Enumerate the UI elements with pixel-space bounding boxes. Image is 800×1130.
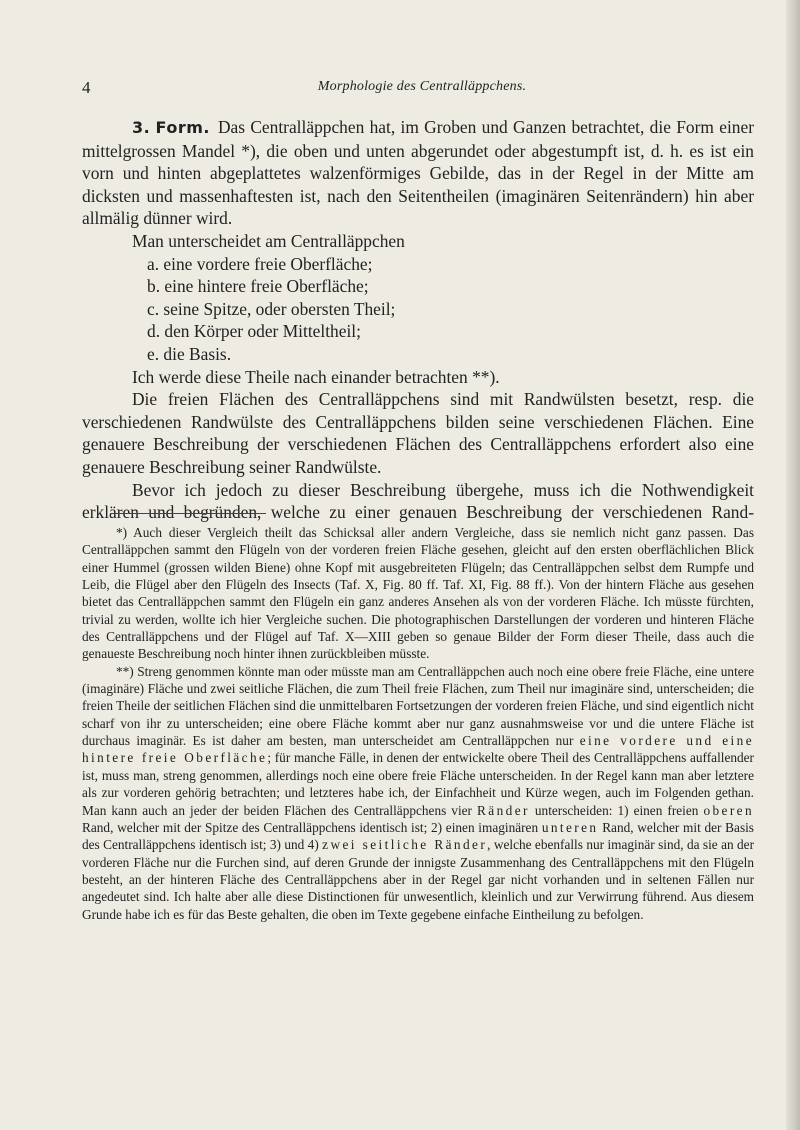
- paragraph-form-text: Das Centralläppchen hat, im Groben und Ganzen betrachtet, die Form einer mittelgrossen Mandel *), die oben und unten abgerundet oder abgestumpft ist, d. h. es ist ein vorn und hinten abgeplattetes walzenförmiges Gebilde, das in der Regel in der Mitte am dicksten und massenhaftesten ist, nach den Seitentheilen (imaginären Seitenrändern) hin aber allmälig dünner wird.: [82, 117, 754, 229]
- page-edge-shadow: [786, 0, 800, 1130]
- footnote-2-text: Rand, welcher mit der Spitze des Centralläppchens identisch ist; 2) einen imaginären: [82, 819, 539, 835]
- paragraph-consider: Ich werde diese Theile nach einander betrachten **).: [132, 366, 500, 387]
- list-item: a. eine vordere freie Oberfläche;: [147, 253, 373, 274]
- main-text: [82, 116, 754, 524]
- footnote-1: *) Auch dieser Vergleich theilt das Schicksal aller andern Vergleiche, dass sie nemlich nicht ganz passen. Das Centralläppchen sammt den Flügeln von der vorderen freien Fläche gesehen, gleicht auf den ersten oberflächlichen Blick einer Hummel (grossen wilden Biene) ohne Kopf mit ausgebreiteten Flügeln; das Centralläppchen selbst dem Rumpfe und Leib, die Flügel aber den Flügeln des Insects (Taf. X, Fig. 80 ff. Taf. XI, Fig. 88 ff.). Von der hintern Fläche aus gesehen bietet das Centralläppchen sammt den Flügeln ein ganz anderes Ansehen als von der vorderen Fläche. Ich müsste fürchten, trivial zu werden, wollte ich hier Vergleiche suchen. Die photographischen Darstellungen der vorderen und hinteren Fläche des Centralläppchens und der Flügel auf Taf. X—XIII geben so genaue Bilder der Form dieser Theile, dass auch die genaueste Beschreibung noch hinter ihnen zurückbleiben müsste.: [82, 525, 754, 662]
- paragraph-before: Bevor ich jedoch zu dieser Beschreibung übergehe, muss ich die Nothwendigkeit erklären und begründen, welche zu einer genauen Beschreibung der verschiedenen Rand-: [82, 479, 754, 523]
- footnote-2-text: Rand, welcher mit der Basis des Centralläppchens identisch ist; 3) und 4): [82, 819, 754, 853]
- spaced-emphasis: eine vordere und eine hintere freie Oberfläche: [82, 733, 754, 766]
- section-number: 3.: [132, 118, 151, 137]
- spaced-emphasis: oberen: [703, 802, 755, 818]
- spaced-emphasis: Ränder: [477, 802, 530, 818]
- list-item: b. eine hintere freie Oberfläche;: [147, 276, 369, 297]
- page-header: [82, 78, 722, 100]
- page-number: 4: [82, 78, 91, 97]
- list-item: d. den Körper oder Mitteltheil;: [147, 321, 361, 342]
- paragraph-intro: Man unterscheidet am Centralläppchen: [132, 230, 405, 251]
- parts-list: [82, 253, 754, 366]
- footnote-2: [82, 663, 754, 923]
- paragraph-surfaces: Die freien Flächen des Centralläppchens sind mit Randwülsten besetzt, resp. die verschiedenen Randwülste des Centralläppchens bilden seine verschiedenen Flächen. Eine genauere Beschreibung der verschiedenen Flächen des Centralläppchens erfordert also eine genauere Beschreibung seiner Randwülste.: [82, 389, 754, 477]
- list-item: e. die Basis.: [147, 343, 232, 364]
- footnote-2-text: , welche ebenfalls nur imaginär sind, da sie an der vorderen Fläche nur die Furchen sind, auf deren Grunde der innigste Zusammenhang des Centralläppchens mit den Flügeln besteht, an der hinteren Fläche des Centralläppchens aber in der Regel gar nicht vorhanden und in seltenen Fällen nur angedeutet sind. Ich halte aber alle diese Distinctionen für unwesentlich, kleinlich und zur Verwirrung führend. Aus diesem Grunde habe ich es für das Beste gehalten, die oben im Texte gegebene einfache Eintheilung zu befolgen.: [82, 837, 755, 922]
- spaced-emphasis: unteren: [541, 819, 599, 835]
- footnote-2-text: ; für manche Fälle, in denen der entwickelte obere Theil des Centralläppchens auffallender ist, muss man, streng genommen, allerdings noch eine obere freie Fläche unterscheiden. In der Regel kann man aber letztere als zur vorderen gehörig betrachten; und letzteres habe ich, der Einfachheit und Kürze wegen, auch im Folgenden gethan. Man kann auch an jeder der beiden Flächen des Centralläppchens vier: [82, 750, 754, 818]
- paragraph-form: [82, 116, 754, 230]
- running-title: Morphologie des Centralläppchens.: [317, 79, 527, 94]
- section-heading: Form.: [155, 118, 210, 137]
- spaced-emphasis: zwei seitliche Ränder: [322, 837, 488, 853]
- footnote-rule: [110, 513, 266, 514]
- footnote-2-text: unterscheiden: 1) einen freien: [534, 802, 699, 818]
- footnote-2-text: **) Streng genommen könnte man oder müsste man am Centralläppchen auch noch eine obere freie Fläche, eine untere (imaginäre) Fläche und zwei seitliche Flächen, die zum Theil freie Flächen, zum Theil nur imaginäre sind, unterscheiden; die freien Theile der seitlichen Flächen sind die unmittelbaren Fortsetzungen der vorderen freien Fläche, und sind eigentlich nicht scharf von ihr zu unterscheiden; eine obere Fläche kommt aber nur ganz ausnahmsweise vor und die untere Fläche ist durchaus imaginär. Es ist daher am besten, man unterscheidet am Centralläppchen nur: [82, 663, 754, 749]
- footnotes: [82, 524, 754, 923]
- list-item: c. seine Spitze, oder obersten Theil;: [147, 298, 396, 319]
